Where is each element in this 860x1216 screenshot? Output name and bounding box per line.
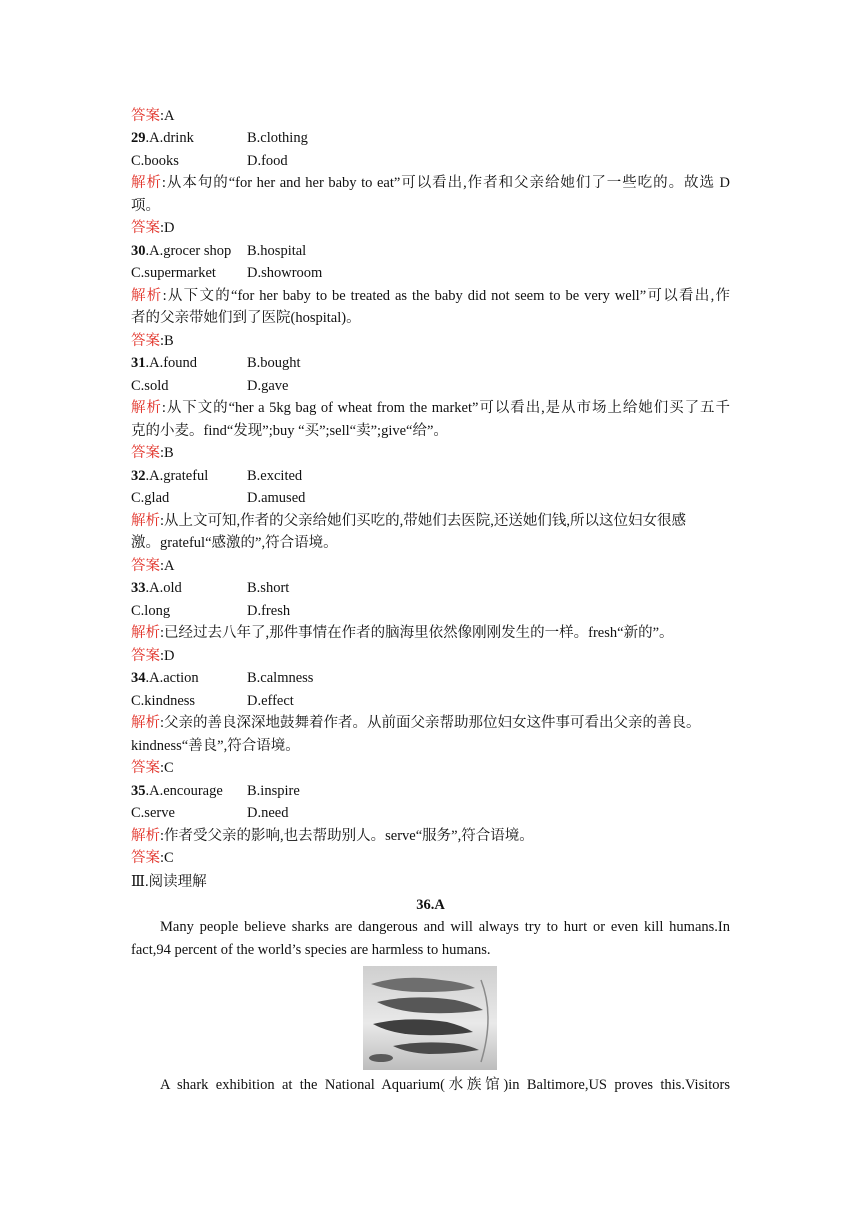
explanation-text-cont: 克的小麦。find“发现”;buy “买”;sell“卖”;give“给”。 bbox=[131, 422, 448, 439]
explanation-label: 解析 bbox=[131, 287, 163, 304]
answer-label: 答案 bbox=[131, 332, 160, 349]
answer-value: :D bbox=[160, 647, 175, 664]
options-row-ab bbox=[131, 668, 313, 688]
option-d: D.effect bbox=[247, 692, 294, 709]
option-d: D.amused bbox=[247, 490, 306, 506]
options-row-cd bbox=[131, 601, 290, 621]
paragraph-1-line-2: fact,94 percent of the world’s species are harmless to humans. bbox=[131, 942, 491, 958]
option-c: C.books bbox=[131, 152, 179, 169]
top-answer bbox=[131, 106, 175, 126]
answer-value: :A bbox=[160, 557, 175, 574]
answer-label: 答案 bbox=[131, 557, 160, 574]
explanation-text: :作者受父亲的影响,也去帮助别人。serve“服务”,符合语境。 bbox=[160, 827, 534, 844]
question-number: 29 bbox=[131, 130, 146, 146]
answer-label: 答案 bbox=[131, 220, 160, 236]
question-number: 34 bbox=[131, 670, 146, 686]
explanation-line-2 bbox=[131, 308, 361, 328]
option-a: .A.grateful bbox=[145, 467, 209, 484]
option-b: B.short bbox=[247, 580, 290, 596]
answer-label: 答案 bbox=[131, 445, 160, 461]
paragraph-2-line-1: A shark exhibition at the National Aquarium(水族馆)in Baltimore,US proves this.Visitors bbox=[160, 1077, 730, 1093]
option-b: B.calmness bbox=[247, 670, 314, 686]
options-row-ab bbox=[131, 241, 306, 261]
answer-value: :B bbox=[160, 332, 174, 349]
options-row-cd bbox=[131, 151, 288, 171]
question-number: 32 bbox=[131, 467, 146, 484]
explanation-text: :从下文的“for her baby to be treated as the baby did not seem to be very well”可以看出,作 bbox=[162, 287, 731, 304]
option-a-group bbox=[131, 578, 247, 598]
explanation-line-1 bbox=[131, 286, 730, 306]
explanation-text-cont: kindness“善良”,符合语境。 bbox=[131, 737, 300, 754]
option-b: B.inspire bbox=[247, 782, 300, 799]
options-row-ab bbox=[131, 578, 289, 598]
explanation-text-cont: 项。 bbox=[131, 197, 160, 214]
option-a: .A.grocer shop bbox=[145, 242, 232, 259]
answer-value: :B bbox=[160, 445, 174, 461]
explanation-line-1 bbox=[131, 623, 674, 643]
options-row-ab bbox=[131, 353, 301, 373]
explanation-line-2 bbox=[131, 421, 448, 441]
option-a-group bbox=[131, 466, 247, 486]
option-c: C.serve bbox=[131, 805, 175, 821]
option-d: D.food bbox=[247, 152, 288, 169]
answer-line bbox=[131, 556, 175, 576]
option-c: C.glad bbox=[131, 490, 170, 506]
paragraph-1-line-1: Many people believe sharks are dangerous and will always try to hurt or even kill humans.In bbox=[160, 919, 730, 935]
explanation-line-1 bbox=[131, 398, 730, 418]
explanation-line-2 bbox=[131, 196, 160, 216]
explanation-line-1 bbox=[131, 826, 534, 846]
options-row-cd bbox=[131, 263, 322, 283]
answer-value: :C bbox=[160, 850, 174, 866]
explanation-text: :父亲的善良深深地鼓舞着作者。从前面父亲帮助那位妇女这件事可看出父亲的善良。 bbox=[160, 715, 701, 731]
answer-value: :C bbox=[160, 760, 174, 776]
explanation-text-cont: 者的父亲带她们到了医院(hospital)。 bbox=[131, 310, 361, 326]
option-a: .A.drink bbox=[145, 130, 194, 146]
answer-line bbox=[131, 218, 175, 238]
option-b: B.excited bbox=[247, 467, 303, 484]
option-c: C.supermarket bbox=[131, 265, 216, 281]
option-a: .A.old bbox=[145, 580, 182, 596]
option-a-group bbox=[131, 668, 247, 688]
answer-line bbox=[131, 646, 175, 666]
question-number: 30 bbox=[131, 242, 146, 259]
answer-line bbox=[131, 758, 174, 778]
explanation-label: 解析 bbox=[131, 827, 160, 844]
answer-line bbox=[131, 848, 174, 868]
option-d: D.fresh bbox=[247, 602, 291, 619]
answer-line bbox=[131, 331, 174, 351]
option-a-group bbox=[131, 353, 247, 373]
option-d: D.gave bbox=[247, 377, 289, 394]
answer-line bbox=[131, 443, 174, 463]
option-a-group bbox=[131, 241, 247, 261]
question-number: 33 bbox=[131, 580, 146, 596]
answer-label: 答案 bbox=[131, 850, 160, 866]
answer-label: 答案 bbox=[131, 647, 160, 664]
option-b: B.clothing bbox=[247, 130, 308, 146]
question-number: 35 bbox=[131, 782, 146, 799]
option-c: C.long bbox=[131, 602, 171, 619]
options-row-cd bbox=[131, 691, 294, 711]
options-row-cd bbox=[131, 803, 288, 823]
explanation-label: 解析 bbox=[131, 512, 160, 529]
option-a: .A.action bbox=[145, 670, 199, 686]
explanation-label: 解析 bbox=[131, 400, 162, 416]
explanation-line-2 bbox=[131, 533, 338, 553]
explanation-text: :从本句的“for her and her baby to eat”可以看出,作者和父亲给她们了一些吃的。故选 D bbox=[161, 175, 731, 191]
option-b: B.bought bbox=[247, 355, 301, 371]
explanation-line-1 bbox=[131, 511, 686, 531]
options-row-ab bbox=[131, 128, 308, 148]
explanation-label: 解析 bbox=[131, 625, 160, 641]
section-heading: Ⅲ.阅读理解 bbox=[131, 874, 207, 890]
answer-value: :D bbox=[160, 220, 175, 236]
answer-label: 答案 bbox=[131, 108, 160, 124]
answer-value: :A bbox=[160, 108, 175, 124]
explanation-line-1 bbox=[131, 173, 730, 193]
options-row-cd bbox=[131, 488, 305, 508]
question-number: 31 bbox=[131, 355, 146, 371]
option-d: D.need bbox=[247, 805, 289, 821]
explanation-text-cont: 激。grateful“感激的”,符合语境。 bbox=[131, 535, 338, 551]
option-a-group bbox=[131, 781, 247, 801]
option-a: .A.found bbox=[145, 355, 198, 371]
option-a-group bbox=[131, 128, 247, 148]
options-row-ab bbox=[131, 781, 300, 801]
explanation-line-2 bbox=[131, 736, 300, 756]
option-c: C.kindness bbox=[131, 692, 196, 709]
explanation-text: :从下文的“her a 5kg bag of wheat from the market”可以看出,是从市场上给她们买了五千 bbox=[161, 400, 730, 416]
explanation-label: 解析 bbox=[131, 175, 162, 191]
passage-title: 36.A bbox=[416, 897, 445, 913]
explanation-line-1 bbox=[131, 713, 701, 733]
options-row-ab bbox=[131, 466, 302, 486]
shark-species-image bbox=[363, 966, 497, 1070]
option-b: B.hospital bbox=[247, 242, 307, 259]
option-d: D.showroom bbox=[247, 265, 323, 281]
option-c: C.sold bbox=[131, 377, 169, 394]
explanation-text: :从上文可知,作者的父亲给她们买吃的,带她们去医院,还送她们钱,所以这位妇女很感 bbox=[160, 512, 687, 529]
explanation-label: 解析 bbox=[131, 715, 160, 731]
explanation-text: :已经过去八年了,那件事情在作者的脑海里依然像刚刚发生的一样。fresh“新的”。 bbox=[160, 625, 674, 641]
option-a: .A.encourage bbox=[145, 782, 223, 799]
answer-label: 答案 bbox=[131, 760, 160, 776]
options-row-cd bbox=[131, 376, 288, 396]
